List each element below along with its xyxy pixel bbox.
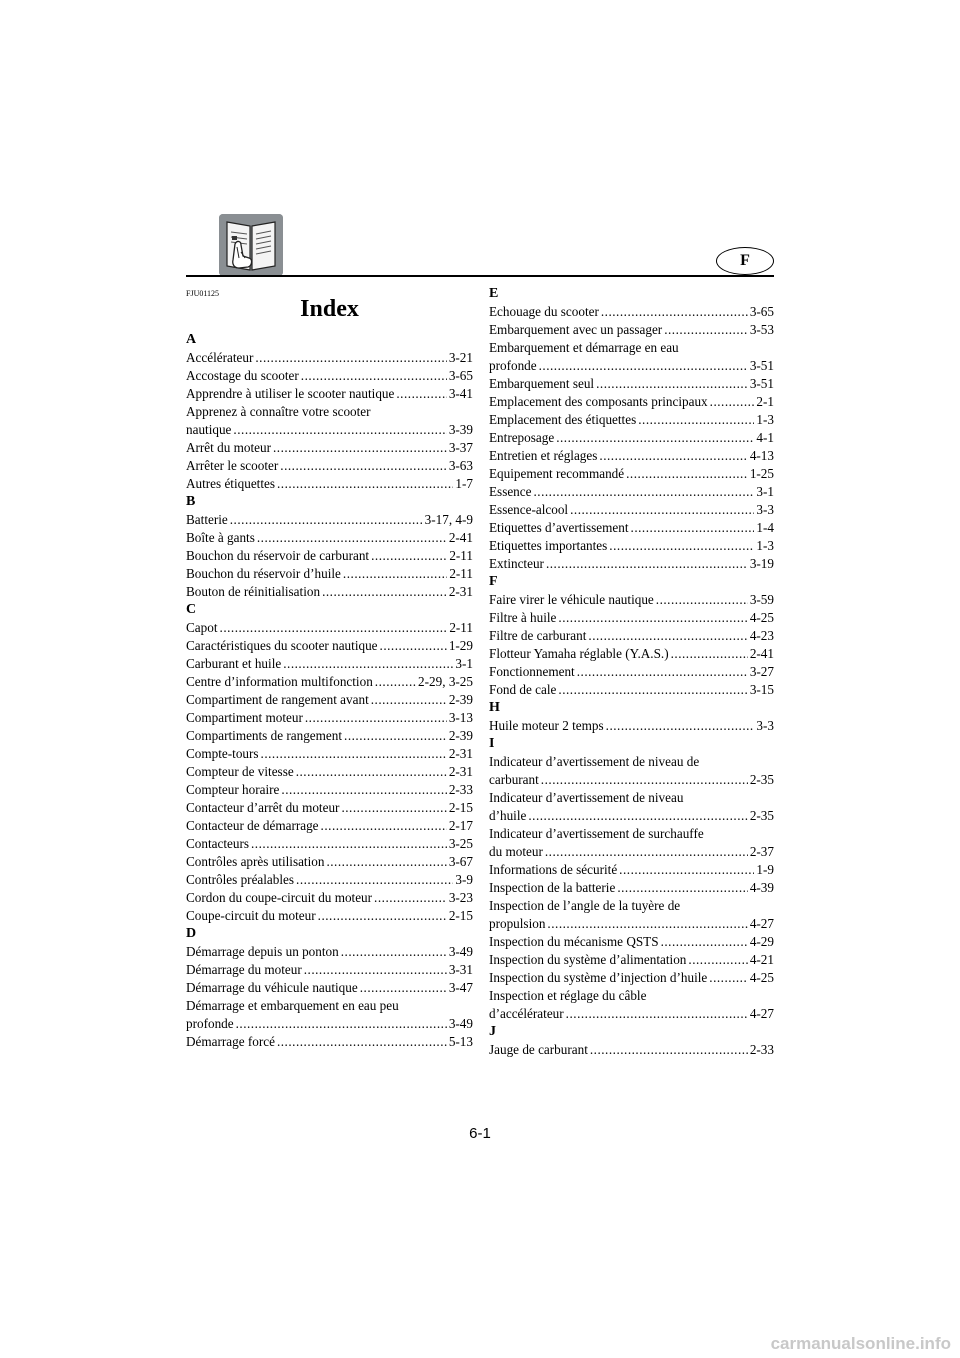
index-entry: [186, 943, 473, 961]
index-entry-label: Apprendre à utiliser le scooter nautique: [186, 386, 395, 401]
index-entry-label: Echouage du scooter: [489, 304, 599, 319]
dot-leader: [375, 673, 416, 691]
index-entry-label: Inspection du système d’injection d’huile: [489, 970, 708, 985]
index-entry-label: Filtre à huile: [489, 610, 557, 625]
index-entry-page: 2-31: [448, 746, 473, 761]
dot-leader: [251, 835, 447, 853]
index-entry-label: Embarquement seul: [489, 376, 595, 391]
index-entry-label: profonde: [489, 358, 537, 373]
index-entry-page: 3-51: [749, 358, 774, 373]
index-entry: [489, 969, 774, 987]
dot-leader: [539, 357, 748, 375]
index-entry-label: Carburant et huile: [186, 656, 282, 671]
index-entry: [489, 555, 774, 573]
index-entry-label: Inspection de l’angle de la tuyère de: [489, 898, 681, 913]
index-entry-page: 2-11: [449, 620, 473, 635]
dot-leader: [601, 303, 748, 321]
dot-leader: [570, 501, 754, 519]
index-entry-page: 1-9: [756, 862, 774, 877]
dot-leader: [273, 439, 447, 457]
index-entry-label: Indicateur d’avertissement de niveau: [489, 790, 684, 805]
index-entry-page: 3-67: [448, 854, 473, 869]
dot-leader: [343, 565, 447, 583]
index-entry-label: Batterie: [186, 512, 228, 527]
index-entry: [489, 501, 774, 519]
index-entry-page: 3-25: [448, 836, 473, 851]
index-entry-label: Caractéristiques du scooter nautique: [186, 638, 378, 653]
index-entry-page: 1-25: [749, 466, 774, 481]
index-entry-page: 3-31: [448, 962, 473, 977]
index-entry-label: Bouchon du réservoir d’huile: [186, 566, 341, 581]
index-entry-label: Bouchon du réservoir de carburant: [186, 548, 370, 563]
index-entry-label: Compartiment de rangement avant: [186, 692, 369, 707]
index-section-letter: I: [489, 736, 495, 751]
dot-leader: [396, 385, 446, 403]
index-entry-label: Démarrage depuis un ponton: [186, 944, 339, 959]
page-title: Index: [300, 296, 359, 322]
dot-leader: [533, 483, 754, 501]
index-entry: [489, 915, 774, 933]
index-entry: [489, 393, 774, 411]
index-entry-page: 1-4: [756, 520, 774, 535]
index-entry-page: 4-39: [749, 880, 774, 895]
dot-leader: [547, 915, 747, 933]
index-entry: [186, 853, 473, 871]
index-entry-page: 4-1: [756, 430, 774, 445]
index-entry: [489, 807, 774, 825]
index-entry: [186, 979, 473, 997]
index-entry-label: Inspection du système d’alimentation: [489, 952, 687, 967]
index-entry-label: Etiquettes importantes: [489, 538, 608, 553]
index-entry-page: 3-1: [455, 656, 473, 671]
index-entry-page: 4-25: [749, 610, 774, 625]
index-entry-page: 2-1: [756, 394, 774, 409]
index-entry: [186, 349, 473, 367]
index-entry-page: 3-51: [749, 376, 774, 391]
index-entry-page: 3-47: [448, 980, 473, 995]
index-entry-page: 4-13: [749, 448, 774, 463]
dot-leader: [301, 367, 447, 385]
index-entry-page: 3-49: [448, 944, 473, 959]
index-entry: [489, 879, 774, 897]
dot-leader: [326, 853, 446, 871]
index-entry-label: Indicateur d’avertissement de surchauffe: [489, 826, 704, 841]
dot-leader: [671, 645, 748, 663]
index-entry-label: Accostage du scooter: [186, 368, 299, 383]
index-entry: [489, 609, 774, 627]
index-entry-label: Démarrage et embarquement en eau peu: [186, 998, 399, 1013]
index-entry: [186, 511, 473, 529]
index-entry-page: 2-41: [749, 646, 774, 661]
dot-leader: [304, 961, 447, 979]
dot-leader: [257, 529, 447, 547]
dot-leader: [360, 979, 447, 997]
index-entry-page: 3-21: [448, 350, 473, 365]
index-entry-label: Cordon du coupe-circuit du moteur: [186, 890, 373, 905]
index-entry: [186, 565, 473, 583]
index-entry-page: 3-53: [749, 322, 774, 337]
index-entry-label: Inspection du mécanisme QSTS: [489, 934, 659, 949]
index-entry: [489, 627, 774, 645]
index-entry-label: Embarquement et démarrage en eau: [489, 340, 679, 355]
index-entry: [186, 817, 473, 835]
index-entry-page: 3-65: [448, 368, 473, 383]
dot-leader: [558, 681, 747, 699]
index-entry-label: d’accélérateur: [489, 1006, 564, 1021]
index-entry-label: Huile moteur 2 temps: [489, 718, 604, 733]
index-entry-label: Contrôles après utilisation: [186, 854, 325, 869]
index-entry-page: 2-33: [448, 782, 473, 797]
index-entry: [489, 681, 774, 699]
dot-leader: [688, 951, 747, 969]
index-entry-page: 3-17, 4-9: [424, 512, 473, 527]
index-entry: [186, 763, 473, 781]
reference-code: FJU01125: [186, 289, 220, 298]
dot-leader: [380, 637, 447, 655]
index-entry-page: 4-23: [749, 628, 774, 643]
index-entry-label: Contacteur d’arrêt du moteur: [186, 800, 340, 815]
index-entry-page: 4-25: [749, 970, 774, 985]
dot-leader: [626, 465, 748, 483]
index-entry-label: Démarrage du véhicule nautique: [186, 980, 358, 995]
index-entry-label: Centre d’information multifonction: [186, 674, 373, 689]
dot-leader: [664, 321, 748, 339]
index-entry: [186, 799, 473, 817]
index-entry-label: Informations de sécurité: [489, 862, 618, 877]
index-entry-label: Compartiments de rangement: [186, 728, 343, 743]
index-entry-page: 3-15: [749, 682, 774, 697]
index-entry-page: 2-15: [448, 908, 473, 923]
index-entry-label: Fonctionnement: [489, 664, 575, 679]
index-entry: [489, 465, 774, 483]
index-entry-label: Embarquement avec un passager: [489, 322, 663, 337]
index-entry-label: Etiquettes d’avertissement: [489, 520, 629, 535]
index-entry: [186, 439, 473, 457]
index-entry-page: 1-3: [756, 412, 774, 427]
dot-leader: [545, 843, 748, 861]
index-entry-label: Compartiment moteur: [186, 710, 303, 725]
index-entry-page: 3-19: [749, 556, 774, 571]
index-entry-label: Arrêt du moteur: [186, 440, 271, 455]
index-entry-label: Extincteur: [489, 556, 544, 571]
dot-leader: [528, 807, 747, 825]
index-entry: [489, 1041, 774, 1059]
index-entry-page: 2-31: [448, 764, 473, 779]
dot-leader: [280, 457, 447, 475]
index-entry-page: 3-41: [448, 386, 473, 401]
index-entry: [186, 547, 473, 565]
dot-leader: [556, 429, 754, 447]
dot-leader: [619, 861, 754, 879]
index-entry-label: Boîte à gants: [186, 530, 255, 545]
index-section-letter: A: [186, 332, 197, 347]
index-entry: [489, 933, 774, 951]
index-section-letter: E: [489, 286, 499, 301]
dot-leader: [230, 511, 423, 529]
index-entry: [186, 637, 473, 655]
dot-leader: [322, 583, 447, 601]
index-entry-label: Indicateur d’avertissement de niveau de: [489, 754, 700, 769]
dot-leader: [371, 547, 447, 565]
index-entry-page: 3-63: [448, 458, 473, 473]
dot-leader: [558, 609, 747, 627]
index-entry-label: Apprenez à connaître votre scooter: [186, 404, 371, 419]
index-entry: [489, 1005, 774, 1023]
index-entry: [186, 907, 473, 925]
watermark: carmanualsonline.info: [770, 1334, 951, 1353]
dot-leader: [617, 879, 747, 897]
book-hand-icon: [219, 214, 283, 276]
index-entry-page: 2-41: [448, 530, 473, 545]
index-entry-page: 3-27: [749, 664, 774, 679]
index-entry: [489, 951, 774, 969]
index-entry-page: 2-11: [449, 566, 473, 581]
index-entry-label: Démarrage du moteur: [186, 962, 302, 977]
index-entry-label: Emplacement des composants principaux: [489, 394, 708, 409]
index-entry: [186, 835, 473, 853]
index-entry-page: 3-13: [448, 710, 473, 725]
index-entry-label: d’huile: [489, 808, 527, 823]
index-entry-label: carburant: [489, 772, 539, 787]
index-entry-page: 2-15: [448, 800, 473, 815]
index-entry: [186, 727, 473, 745]
index-entry-page: 3-3: [756, 502, 774, 517]
index-entry: [489, 357, 774, 375]
index-entry: [186, 745, 473, 763]
dot-leader: [374, 889, 447, 907]
dot-leader: [296, 763, 447, 781]
dot-leader: [318, 907, 447, 925]
index-entry-page: 3-49: [448, 1016, 473, 1031]
index-section-letter: B: [186, 494, 196, 509]
dot-leader: [588, 627, 747, 645]
dot-leader: [631, 519, 755, 537]
index-entry: [489, 411, 774, 429]
index-entry: [489, 483, 774, 501]
index-entry-page: 1-29: [448, 638, 473, 653]
index-entry-label: Démarrage forcé: [186, 1034, 275, 1049]
dot-leader: [661, 933, 748, 951]
index-entry: [186, 673, 473, 691]
index-entry: [186, 457, 473, 475]
index-entry-label: Equipement recommandé: [489, 466, 625, 481]
index-entry-page: 2-17: [448, 818, 473, 833]
dot-leader: [236, 1015, 447, 1033]
index-entry-page: 2-39: [448, 728, 473, 743]
dot-leader: [710, 393, 755, 411]
dot-leader: [656, 591, 748, 609]
index-entry: [489, 375, 774, 393]
dot-leader: [321, 817, 447, 835]
index-entry: [489, 537, 774, 555]
index-entry-label: Inspection et réglage du câble: [489, 988, 647, 1003]
dot-leader: [344, 727, 447, 745]
index-entry-page: 3-3: [756, 718, 774, 733]
index-entry-label: Bouton de réinitialisation: [186, 584, 321, 599]
dot-leader: [281, 781, 446, 799]
index-entry-page: 3-23: [448, 890, 473, 905]
index-entry: [186, 691, 473, 709]
index-entry: [186, 583, 473, 601]
dot-leader: [296, 871, 453, 889]
dot-leader: [283, 655, 453, 673]
index-entry-page: 4-29: [749, 934, 774, 949]
index-entry-label: profonde: [186, 1016, 234, 1031]
dot-leader: [638, 411, 754, 429]
index-entry-page: 3-65: [749, 304, 774, 319]
index-entry-label: nautique: [186, 422, 232, 437]
index-entry-page: 3-59: [749, 592, 774, 607]
language-badge: F: [716, 247, 774, 275]
index-entry-page: 4-21: [749, 952, 774, 967]
index-entry: [186, 385, 473, 403]
dot-leader: [341, 943, 447, 961]
dot-leader: [220, 619, 448, 637]
dot-leader: [577, 663, 748, 681]
index-entry-label: Emplacement des étiquettes: [489, 412, 637, 427]
index-entry-label: Contacteur de démarrage: [186, 818, 319, 833]
index-entry-label: Flotteur Yamaha réglable (Y.A.S.): [489, 646, 669, 661]
dot-leader: [261, 745, 447, 763]
index-entry-label: Contacteurs: [186, 836, 249, 851]
index-entry: [186, 619, 473, 637]
index-entry-label: Arrêter le scooter: [186, 458, 279, 473]
index-entry-page: 2-31: [448, 584, 473, 599]
index-entry-page: 2-33: [749, 1042, 774, 1057]
dot-leader: [233, 421, 446, 439]
index-entry: [489, 717, 774, 735]
index-entry-page: 1-7: [455, 476, 473, 491]
index-entry-label: Jauge de carburant: [489, 1042, 588, 1057]
dot-leader: [541, 771, 748, 789]
index-entry-page: 2-11: [449, 548, 473, 563]
index-entry-label: Contrôles préalables: [186, 872, 295, 887]
dot-leader: [609, 537, 754, 555]
index-entry: [186, 655, 473, 673]
index-section-letter: J: [489, 1024, 496, 1039]
dot-leader: [599, 447, 747, 465]
index-entry-page: 4-27: [749, 916, 774, 931]
index-entry-label: Compteur horaire: [186, 782, 280, 797]
index-section-letter: C: [186, 602, 197, 617]
dot-leader: [546, 555, 748, 573]
index-entry-label: Capot: [186, 620, 218, 635]
index-entry-label: Essence-alcool: [489, 502, 569, 517]
index-entry: [186, 1015, 473, 1033]
index-entry-label: du moteur: [489, 844, 543, 859]
dot-leader: [590, 1041, 748, 1059]
index-entry-label: Inspection de la batterie: [489, 880, 616, 895]
index-entry: [186, 1033, 473, 1051]
index-entry-label: Compte-tours: [186, 746, 259, 761]
index-entry-label: Autres étiquettes: [186, 476, 275, 491]
index-entry-label: Entreposage: [489, 430, 555, 445]
index-entry: [489, 843, 774, 861]
index-entry: [489, 861, 774, 879]
index-entry: [489, 645, 774, 663]
dot-leader: [341, 799, 446, 817]
index-entry-page: 1-3: [756, 538, 774, 553]
index-entry: [489, 519, 774, 537]
index-entry-label: Faire virer le véhicule nautique: [489, 592, 654, 607]
index-entry-label: propulsion: [489, 916, 546, 931]
index-section-letter: H: [489, 700, 500, 715]
dot-leader: [596, 375, 748, 393]
index-entry: [186, 475, 473, 493]
index-entry: [489, 303, 774, 321]
index-entry-page: 2-39: [448, 692, 473, 707]
index-entry: [186, 709, 473, 727]
index-entry-page: 3-37: [448, 440, 473, 455]
index-entry: [186, 367, 473, 385]
index-entry: [186, 781, 473, 799]
index-entry: [489, 771, 774, 789]
index-entry-label: Fond de cale: [489, 682, 557, 697]
index-entry-label: Coupe-circuit du moteur: [186, 908, 316, 923]
index-column-left: [186, 331, 473, 1051]
index-entry-label: Accélérateur: [186, 350, 254, 365]
index-column-right: [489, 285, 774, 1059]
index-entry-page: 2-35: [749, 808, 774, 823]
dot-leader: [305, 709, 447, 727]
index-entry: [489, 429, 774, 447]
index-entry-page: 5-13: [448, 1034, 473, 1049]
index-entry: [186, 961, 473, 979]
index-entry-label: Entretien et réglages: [489, 448, 598, 463]
dot-leader: [371, 691, 447, 709]
index-entry: [186, 529, 473, 547]
index-entry-page: 4-27: [749, 1006, 774, 1021]
index-entry: [489, 321, 774, 339]
index-section-letter: F: [489, 574, 498, 589]
header-rule: [186, 275, 774, 277]
dot-leader: [277, 1033, 447, 1051]
index-entry: [489, 663, 774, 681]
dot-leader: [255, 349, 446, 367]
page-number: 6-1: [469, 1125, 491, 1142]
index-entry-label: Compteur de vitesse: [186, 764, 294, 779]
index-entry: [186, 889, 473, 907]
index-entry-page: 2-37: [749, 844, 774, 859]
index-entry: [489, 447, 774, 465]
index-entry: [186, 421, 473, 439]
dot-leader: [709, 969, 748, 987]
dot-leader: [566, 1005, 748, 1023]
index-entry-page: 2-29, 3-25: [418, 674, 473, 689]
index-entry-label: Essence: [489, 484, 532, 499]
index-section-letter: D: [186, 926, 197, 941]
index-entry-page: 3-9: [455, 872, 473, 887]
index-entry: [186, 871, 473, 889]
index-entry-page: 3-1: [756, 484, 774, 499]
dot-leader: [606, 717, 755, 735]
index-entry-page: 3-39: [448, 422, 473, 437]
dot-leader: [277, 475, 453, 493]
index-entry-page: 2-35: [749, 772, 774, 787]
index-entry: [489, 591, 774, 609]
index-entry-label: Filtre de carburant: [489, 628, 587, 643]
